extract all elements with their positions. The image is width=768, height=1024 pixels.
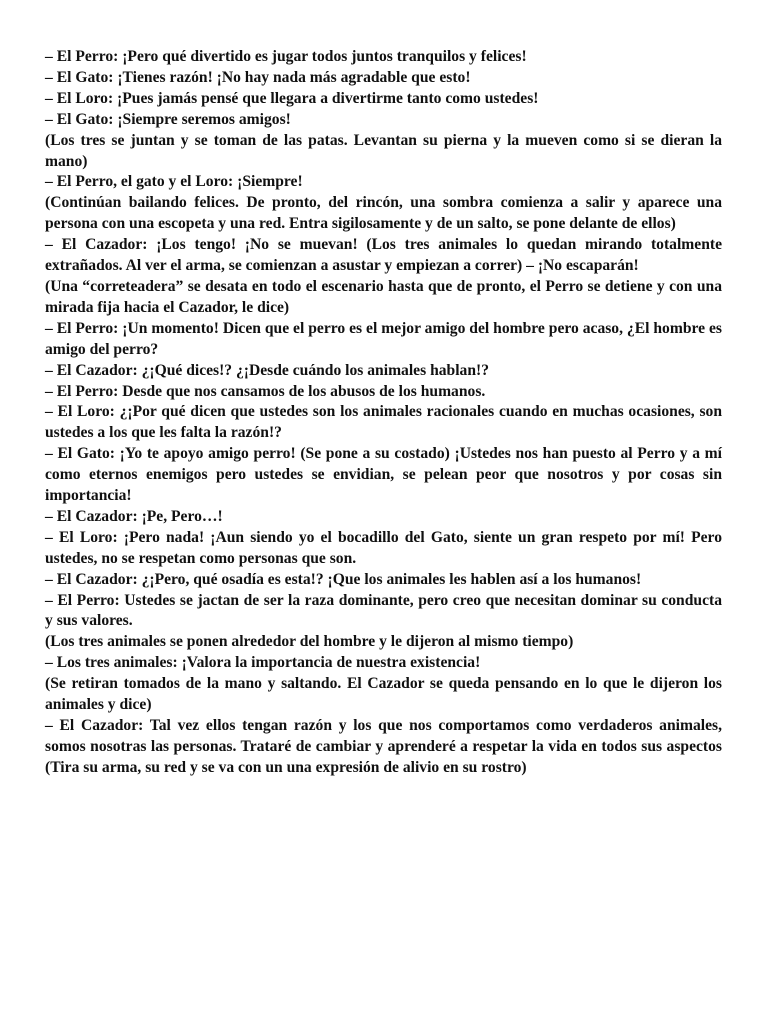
stage-direction: (Una “correteadera” se desata en todo el escenario hasta que de pronto, el Perro se detiene y con una mirada fija hacia el Cazador, le dice) (45, 277, 722, 316)
dialogue-line: – El Gato: ¡Tienes razón! ¡No hay nada más agradable que esto! (45, 68, 471, 86)
dialogue-line: – El Perro: Ustedes se jactan de ser la raza dominante, pero creo que necesitan dominar su conducta y sus valores. (45, 591, 722, 630)
dialogue-line: – El Loro: ¿¡Por qué dicen que ustedes son los animales racionales cuando en muchas ocasiones, son ustedes a los que les falta la razón!? (45, 403, 722, 442)
dialogue-line: – El Perro: ¡Pero qué divertido es jugar todos juntos tranquilos y felices! (45, 48, 527, 65)
dialogue-line: – El Gato: ¡Yo te apoyo amigo perro! (Se pone a su costado) ¡Ustedes nos han puesto al Perro y a mí como eternos enemigos pero ustedes se envidian, se pelean peor que nosotros y por cosas sin importancia! (45, 445, 722, 505)
dialogue-line: – El Perro, el gato y el Loro: ¡Siempre! (45, 173, 303, 191)
dialogue-line: – El Cazador: ¿¡Qué dices!? ¿¡Desde cuándo los animales hablan!? (45, 361, 490, 379)
dialogue-line: – El Cazador: Tal vez ellos tengan razón y los que nos comportamos como verdaderos animales, somos nosotras las personas. Trataré de cambiar y aprenderé a respetar la vida en todos sus aspectos (Tira su arma, su red y se va con un una expresión de alivio en su rostro) (45, 717, 722, 776)
stage-direction: (Continúan bailando felices. De pronto, del rincón, una sombra comienza a salir y aparece una persona con una escopeta y una red. Entra sigilosamente y de un salto, se pone delante de ellos) (45, 194, 722, 233)
script-text (45, 47, 722, 779)
dialogue-line: – El Gato: ¡Siempre seremos amigos! (45, 110, 291, 128)
dialogue-line: – El Cazador: ¡Pe, Pero…! (45, 507, 223, 525)
stage-direction: (Se retiran tomados de la mano y saltando. El Cazador se queda pensando en lo que le dijeron los animales y dice) (45, 675, 722, 714)
dialogue-line: – El Perro: ¡Un momento! Dicen que el perro es el mejor amigo del hombre pero acaso, ¿El hombre es amigo del perro? (45, 319, 722, 358)
stage-direction: (Los tres animales se ponen alrededor del hombre y le dijeron al mismo tiempo) (45, 633, 574, 651)
dialogue-line: – El Cazador: ¡Los tengo! ¡No se muevan! (Los tres animales lo quedan mirando totalmente extrañados. Al ver el arma, se comienzan a asustar y empiezan a correr) – ¡No escaparán! (45, 236, 722, 275)
stage-direction: (Los tres se juntan y se toman de las patas. Levantan su pierna y la mueven como si se dieran la mano) (45, 131, 722, 170)
dialogue-line: – El Perro: Desde que nos cansamos de los abusos de los humanos. (45, 382, 486, 400)
dialogue-line: – El Loro: ¡Pero nada! ¡Aun siendo yo el bocadillo del Gato, siente un gran respeto por mí! Pero ustedes, no se respetan como personas que son. (45, 528, 722, 567)
dialogue-line: – El Cazador: ¿¡Pero, qué osadía es esta!? ¡Que los animales les hablen así a los humanos! (45, 570, 642, 588)
dialogue-line: – El Loro: ¡Pues jamás pensé que llegara a divertirme tanto como ustedes! (45, 89, 539, 107)
dialogue-line: – Los tres animales: ¡Valora la importancia de nuestra existencia! (45, 654, 481, 672)
